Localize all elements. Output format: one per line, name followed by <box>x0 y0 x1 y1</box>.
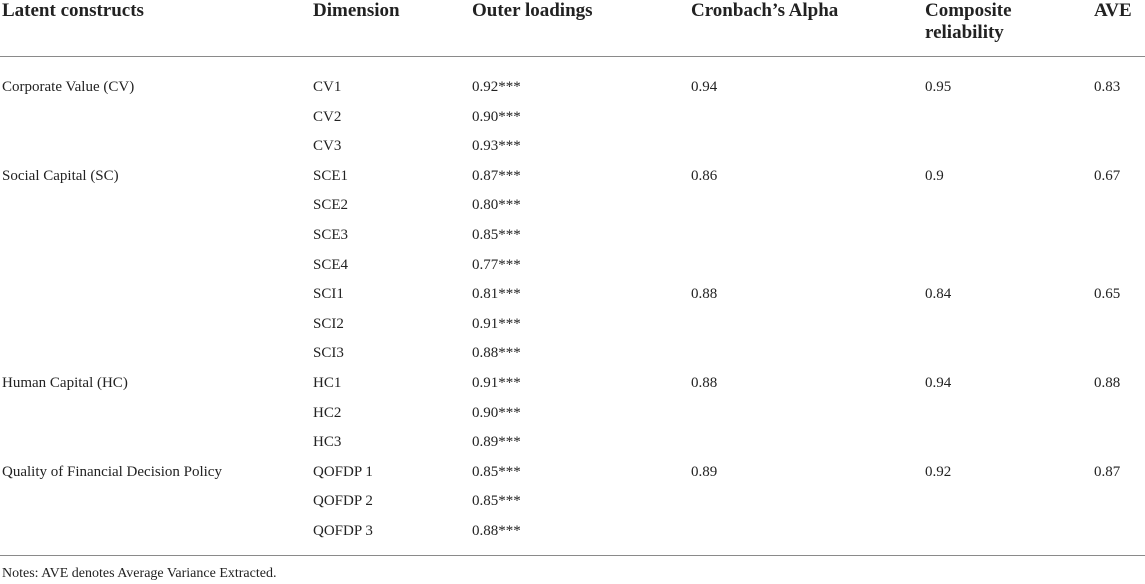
cell-dimension: CV3 <box>313 138 342 155</box>
cell-composite-reliability: 0.95 <box>925 79 952 95</box>
table-row <box>0 221 1145 251</box>
cell-composite-reliability <box>925 487 1094 517</box>
cell-dimension: HC3 <box>313 434 342 451</box>
table-row <box>0 251 1145 281</box>
cell-outer-loading: 0.90*** <box>472 404 521 421</box>
cell-dimension: SCE4 <box>313 256 349 273</box>
cell-latent-construct <box>0 517 313 555</box>
cell-dimension: SCI2 <box>313 315 344 332</box>
cell-cronbachs-alpha <box>691 132 925 162</box>
cell-outer-loading: 0.85*** <box>472 463 521 480</box>
cell-cronbachs-alpha <box>691 191 925 221</box>
cell-outer-loading: 0.91*** <box>472 374 521 391</box>
cell-dimension: HC2 <box>313 404 342 421</box>
cell-cronbachs-alpha <box>691 487 925 517</box>
cell-composite-reliability: 0.94 <box>925 374 952 391</box>
cell-composite-reliability <box>925 399 1094 429</box>
cell-cronbachs-alpha: 0.88 <box>691 374 718 391</box>
cell-dimension: SCI3 <box>313 345 344 362</box>
cell-cronbachs-alpha <box>691 339 925 369</box>
cell-outer-loading: 0.80*** <box>472 197 521 214</box>
cell-cronbachs-alpha <box>691 251 925 281</box>
header-latent-constructs: Latent constructs <box>0 0 313 57</box>
cell-latent-construct <box>0 280 313 310</box>
cell-cronbachs-alpha <box>691 221 925 251</box>
cell-outer-loading: 0.77*** <box>472 256 521 273</box>
cell-cronbachs-alpha: 0.88 <box>691 286 718 303</box>
cell-latent-construct <box>0 428 313 458</box>
cell-dimension: SCI1 <box>313 286 344 303</box>
cell-dimension: QOFDP 1 <box>313 463 373 480</box>
cell-composite-reliability <box>925 251 1094 281</box>
cell-composite-reliability <box>925 339 1094 369</box>
cell-ave <box>1094 399 1145 429</box>
cell-dimension: SCE3 <box>313 226 349 243</box>
cell-cronbachs-alpha <box>691 310 925 340</box>
header-outer-loadings: Outer loadings <box>472 0 691 57</box>
cell-dimension: CV1 <box>313 79 342 95</box>
cell-dimension: SCE1 <box>313 167 349 184</box>
cell-cronbachs-alpha <box>691 517 925 555</box>
cell-latent-construct: Social Capital (SC) <box>2 167 119 184</box>
cell-cronbachs-alpha <box>691 103 925 133</box>
cell-outer-loading: 0.81*** <box>472 286 521 303</box>
cell-composite-reliability <box>925 517 1094 555</box>
table-body <box>0 57 1145 556</box>
cell-composite-reliability <box>925 221 1094 251</box>
cell-ave <box>1094 428 1145 458</box>
cell-dimension: HC1 <box>313 374 342 391</box>
cell-dimension: QOFDP 2 <box>313 493 373 510</box>
cell-composite-reliability: 0.9 <box>925 167 944 184</box>
cell-latent-construct: Quality of Financial Decision Policy <box>2 463 222 480</box>
cell-ave <box>1094 103 1145 133</box>
table-row <box>0 517 1145 555</box>
cell-ave <box>1094 221 1145 251</box>
table-row <box>0 369 1145 399</box>
cell-cronbachs-alpha: 0.94 <box>691 79 718 95</box>
cell-latent-construct: Corporate Value (CV) <box>2 79 135 95</box>
header-composite-reliability: Composite reliability <box>925 0 1094 57</box>
cell-ave: 0.65 <box>1094 286 1121 303</box>
cell-composite-reliability: 0.92 <box>925 463 952 480</box>
table-row <box>0 428 1145 458</box>
cell-ave: 0.83 <box>1094 79 1121 95</box>
cell-latent-construct <box>0 191 313 221</box>
table-row <box>0 310 1145 340</box>
cell-ave <box>1094 517 1145 555</box>
cell-ave <box>1094 339 1145 369</box>
cell-cronbachs-alpha: 0.89 <box>691 463 718 480</box>
cell-outer-loading: 0.89*** <box>472 434 521 451</box>
cell-outer-loading: 0.85*** <box>472 226 521 243</box>
cell-latent-construct <box>0 251 313 281</box>
cell-outer-loading: 0.88*** <box>472 345 521 362</box>
cell-outer-loading: 0.88*** <box>472 517 691 555</box>
cell-ave <box>1094 191 1145 221</box>
cell-latent-construct <box>0 103 313 133</box>
cell-ave <box>1094 487 1145 517</box>
cell-outer-loading: 0.93*** <box>472 138 521 155</box>
cell-ave <box>1094 132 1145 162</box>
table-row <box>0 399 1145 429</box>
table-row <box>0 191 1145 221</box>
cell-ave <box>1094 310 1145 340</box>
cell-latent-construct <box>0 221 313 251</box>
cell-ave: 0.88 <box>1094 374 1121 391</box>
cell-latent-construct <box>0 399 313 429</box>
cell-cronbachs-alpha: 0.86 <box>691 167 718 184</box>
table-row <box>0 132 1145 162</box>
cell-ave: 0.87 <box>1094 463 1121 480</box>
cell-outer-loading: 0.90*** <box>472 108 521 125</box>
cell-latent-construct <box>0 487 313 517</box>
table-row <box>0 280 1145 310</box>
cell-outer-loading: 0.91*** <box>472 315 521 332</box>
cell-outer-loading: 0.87*** <box>472 167 521 184</box>
header-ave: AVE <box>1094 0 1145 57</box>
cell-dimension: SCE2 <box>313 197 349 214</box>
header-row <box>0 0 1145 57</box>
header-dimension: Dimension <box>313 0 472 57</box>
table-row <box>0 487 1145 517</box>
table-row <box>0 57 1145 103</box>
table-row <box>0 103 1145 133</box>
cell-latent-construct: Human Capital (HC) <box>2 374 128 391</box>
table-header <box>0 0 1145 57</box>
table-row <box>0 339 1145 369</box>
cell-outer-loading: 0.92*** <box>472 79 521 95</box>
cell-composite-reliability <box>925 191 1094 221</box>
cell-outer-loading: 0.85*** <box>472 493 521 510</box>
table-row <box>0 162 1145 192</box>
cell-composite-reliability <box>925 132 1094 162</box>
cell-cronbachs-alpha <box>691 428 925 458</box>
cell-composite-reliability <box>925 310 1094 340</box>
cell-dimension: CV2 <box>313 108 342 125</box>
table-row <box>0 458 1145 488</box>
cell-composite-reliability <box>925 103 1094 133</box>
cell-composite-reliability: 0.84 <box>925 286 952 303</box>
cell-ave: 0.67 <box>1094 167 1121 184</box>
table-notes: Notes: AVE denotes Average Variance Extracted. <box>2 566 277 581</box>
cell-latent-construct <box>0 339 313 369</box>
cell-composite-reliability <box>925 428 1094 458</box>
cell-latent-construct <box>0 132 313 162</box>
cell-dimension: QOFDP 3 <box>313 517 472 555</box>
cell-latent-construct <box>0 310 313 340</box>
header-cronbachs-alpha: Cronbach’s Alpha <box>691 0 925 57</box>
cell-ave <box>1094 251 1145 281</box>
cell-cronbachs-alpha <box>691 399 925 429</box>
